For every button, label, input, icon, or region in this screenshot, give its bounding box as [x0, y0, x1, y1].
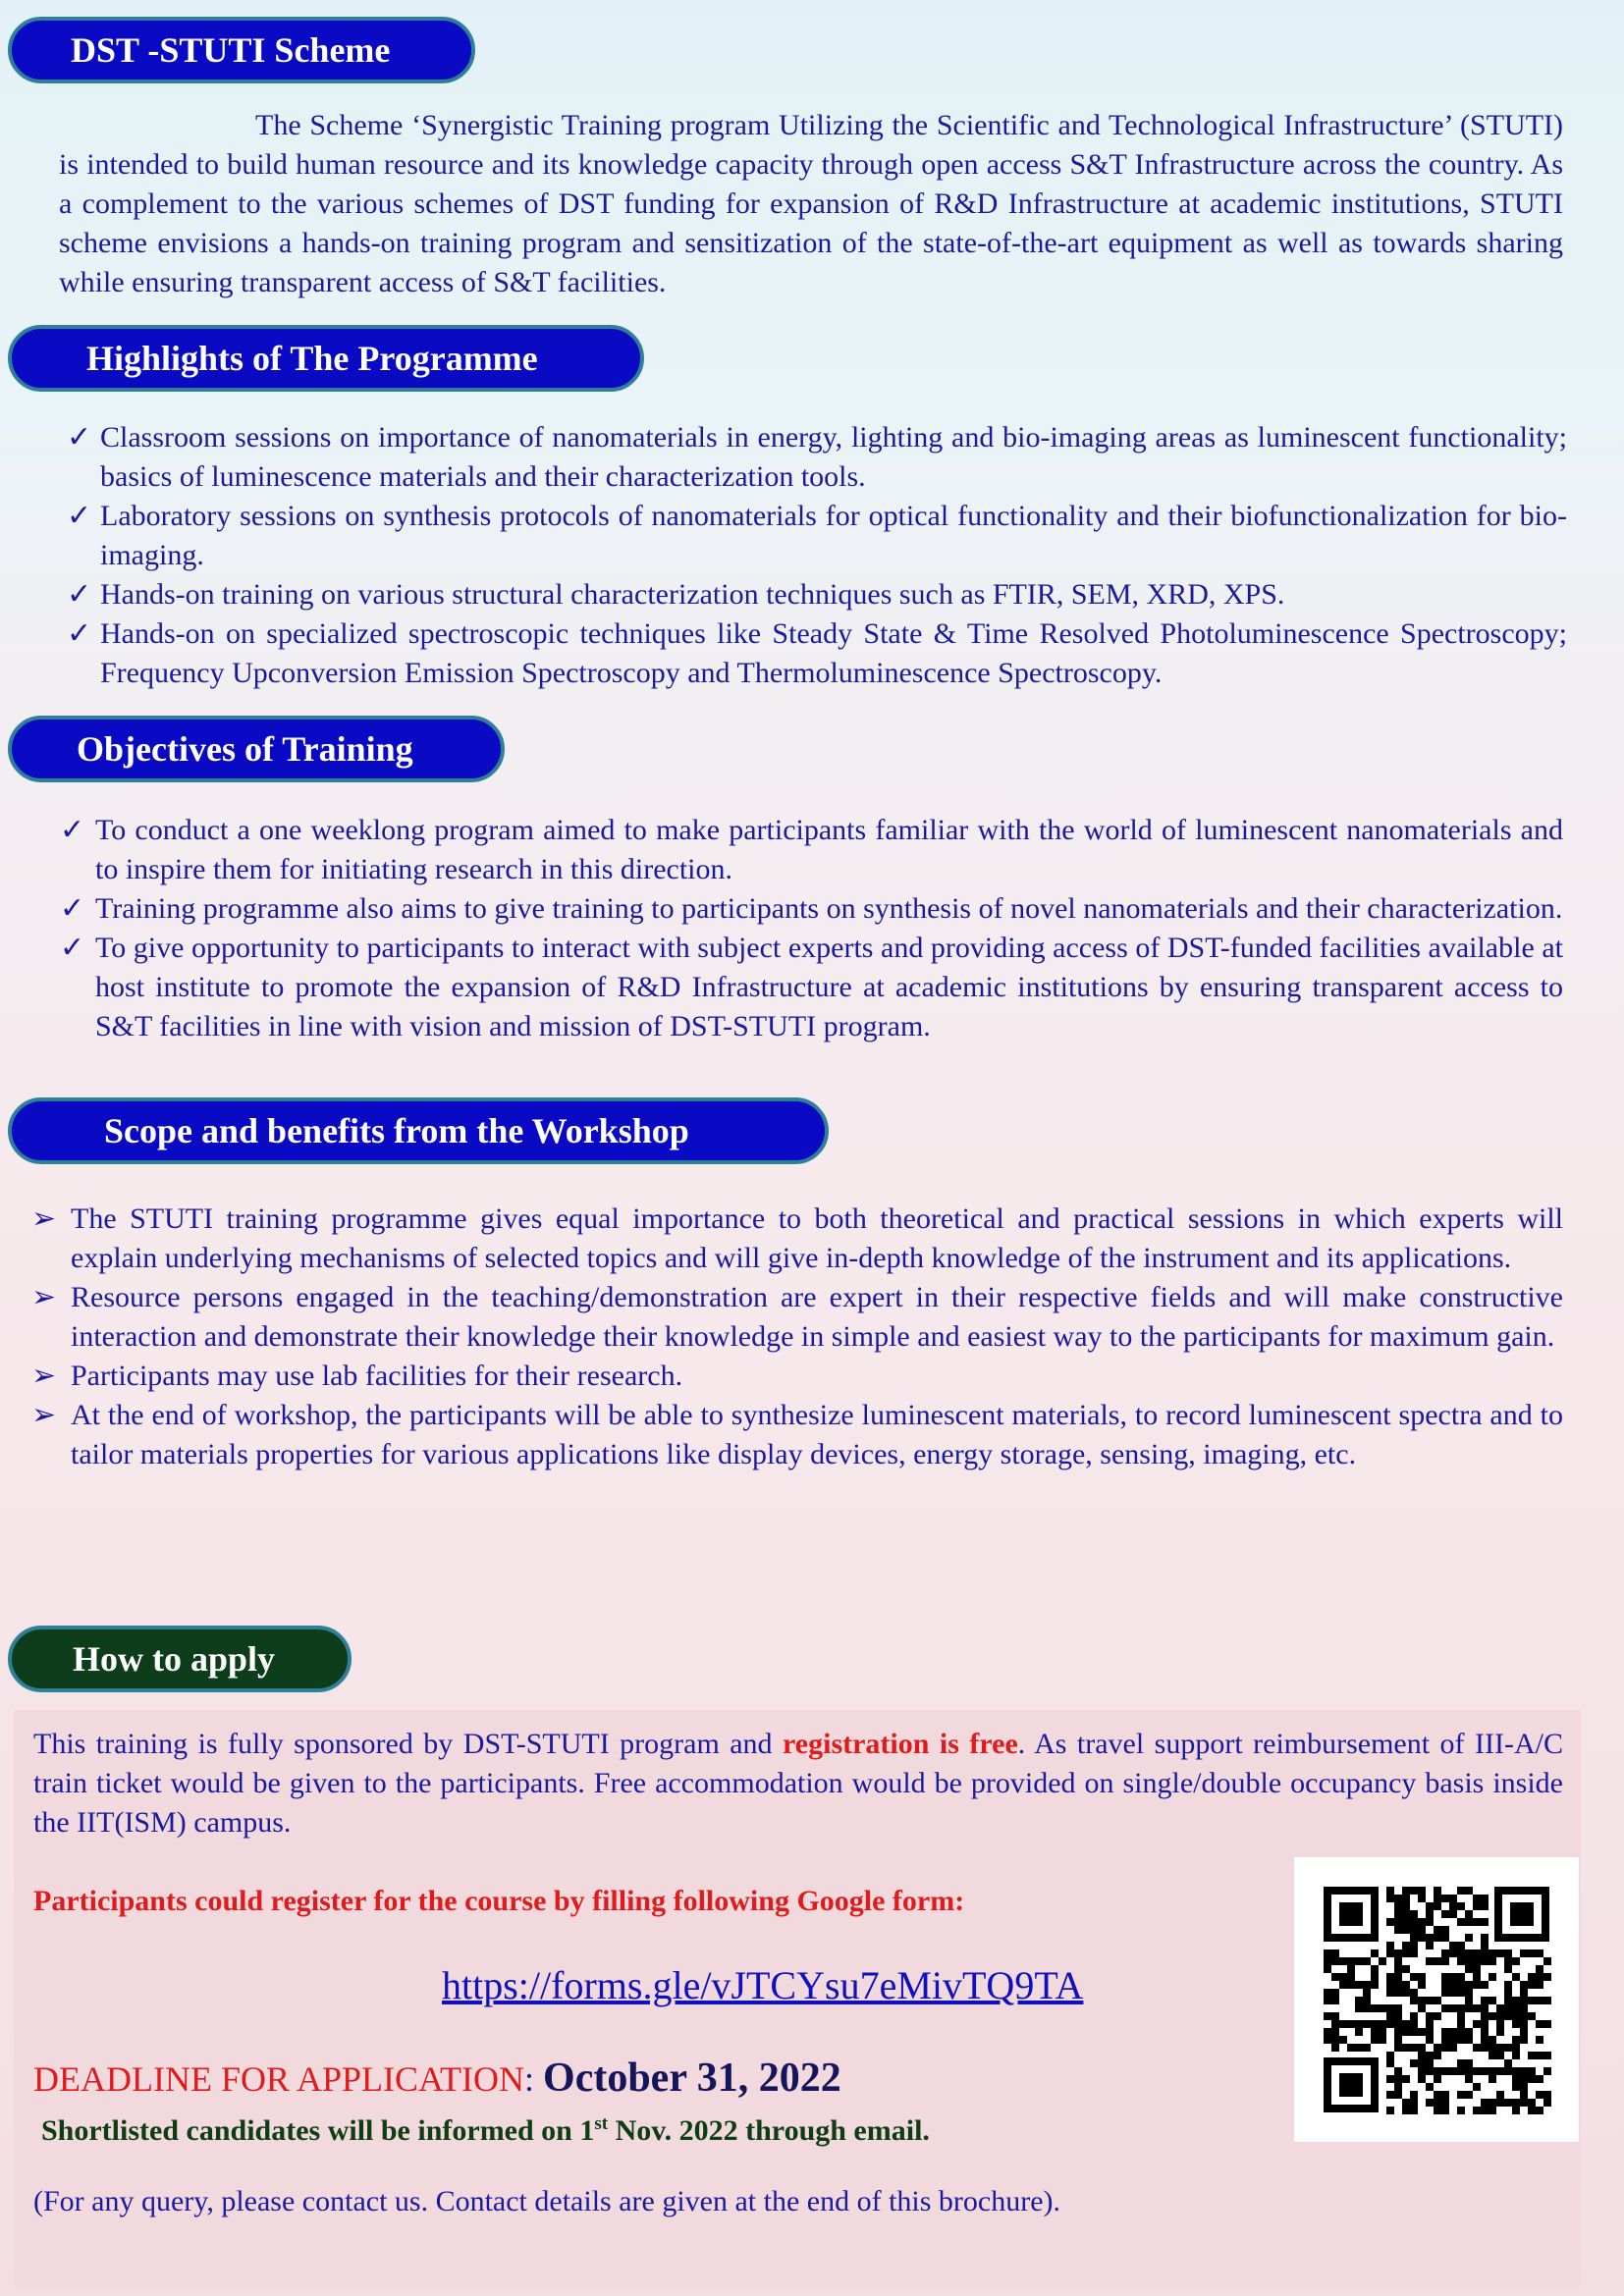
section-title-scope — [8, 1097, 829, 1164]
scope-item: ➢ At the end of workshop, the participants will be able to synthesize luminescent materials, to record luminescent spectra and to tailor materials properties for various applications like display devices, energy storage, sensing, imaging, etc. — [71, 1396, 1563, 1474]
section-title-apply — [8, 1626, 352, 1692]
objectives-list — [60, 811, 1563, 1046]
arrowhead-icon: ➢ — [31, 1281, 57, 1313]
google-form-link[interactable]: https://forms.gle/vJTCYsu7eMivTQ9TA — [442, 1963, 1084, 2007]
checkmark-icon: ✓ — [67, 500, 92, 532]
query-note: (For any query, please contact us. Contact details are given at the end of this brochure). — [33, 2185, 1061, 2217]
highlight-item: ✓ Classroom sessions on importance of nanomaterials in energy, lighting and bio-imaging areas as luminescent functionality; basics of luminescence materials and their characterization tools. — [100, 418, 1567, 497]
deadline-label: DEADLINE FOR APPLICATION — [33, 2059, 525, 2099]
arrowhead-icon: ➢ — [31, 1360, 57, 1392]
highlights-list — [67, 418, 1567, 693]
checkmark-icon: ✓ — [60, 932, 85, 964]
checkmark-icon: ✓ — [67, 578, 92, 611]
arrowhead-icon: ➢ — [31, 1399, 57, 1431]
scheme-text: The Scheme ‘Synergistic Training program Utilizing the Scientific and Technological Infrastructure’ (STUTI) is intended to build human resource and its knowledge capacity through open access S&T Infrastructure across the country. As a complement to the various schemes of DST funding for expansion of R&D Infrastructure at academic institutions, STUTI scheme envisions a hands-on training program and sensitization of the state-of-the-art equipment as well as towards sharing while ensuring transparent access of S&T facilities. — [59, 109, 1563, 298]
deadline-date: October 31, 2022 — [543, 2056, 841, 2101]
qr-code-panel — [1294, 1857, 1579, 2142]
checkmark-icon: ✓ — [67, 617, 92, 650]
checkmark-icon: ✓ — [60, 814, 85, 846]
scope-list — [31, 1200, 1563, 1474]
checkmark-icon: ✓ — [60, 892, 85, 925]
section-title-highlights — [8, 325, 644, 392]
qr-code-icon[interactable] — [1294, 1857, 1579, 2142]
shortlist-note: Shortlisted candidates will be informed on 1st Nov. 2022 through email. — [41, 2113, 930, 2147]
scope-item: ➢ Participants may use lab facilities for their research. — [71, 1357, 1563, 1396]
checkmark-icon: ✓ — [67, 421, 92, 454]
scheme-title-text: DST -STUTI Scheme — [71, 30, 391, 70]
highlight-item: ✓ Hands-on training on various structural characterization techniques such as FTIR, SEM, XRD, XPS. — [100, 575, 1567, 614]
objective-item: ✓ To give opportunity to participants to interact with subject experts and providing access of DST-funded facilities available at host institute to promote the expansion of R&D Infrastructure at academic institutions by ensuring transparent access to S&T facilities in line with vision and mission of DST-STUTI program. — [95, 929, 1563, 1046]
scope-item: ➢ Resource persons engaged in the teaching/demonstration are expert in their respective fields and will make constructive interaction and demonstrate their knowledge their knowledge in simple and easiest way to the participants for maximum gain. — [71, 1278, 1563, 1357]
objectives-title-text: Objectives of Training — [77, 729, 413, 769]
deadline-line: DEADLINE FOR APPLICATION: October 31, 2022 — [33, 2056, 841, 2101]
register-instruction: Participants could register for the course by filling following Google form: — [33, 1885, 965, 1917]
highlight-item: ✓ Laboratory sessions on synthesis protocols of nanomaterials for optical functionality and their biofunctionalization for bio-imaging. — [100, 497, 1567, 575]
highlight-item: ✓ Hands-on on specialized spectroscopic techniques like Steady State & Time Resolved Photoluminescence Spectroscopy; Frequency Upconversion Emission Spectroscopy and Thermoluminescence Spectroscopy. — [100, 614, 1567, 693]
apply-title-text: How to apply — [73, 1639, 276, 1679]
arrowhead-icon: ➢ — [31, 1202, 57, 1235]
objective-item: ✓ Training programme also aims to give training to participants on synthesis of novel nanomaterials and their characterization. — [95, 889, 1563, 929]
scheme-paragraph — [59, 106, 1563, 302]
apply-intro: This training is fully sponsored by DST-STUTI program and registration is free. As travel support reimbursement of III-A/C train ticket would be given to the participants. Free accommodation would be provided on single/double occupancy basis inside the IIT(ISM) campus. — [33, 1728, 1563, 1839]
section-title-objectives — [8, 716, 505, 782]
registration-free-highlight: registration is free — [783, 1728, 1018, 1760]
highlights-title-text: Highlights of The Programme — [86, 339, 538, 378]
scope-title-text: Scope and benefits from the Workshop — [104, 1111, 689, 1150]
scope-item: ➢ The STUTI training programme gives equal importance to both theoretical and practical sessions in which experts will explain underlying mechanisms of selected topics and will give in-depth knowledge of the instrument and its applications. — [71, 1200, 1563, 1278]
objective-item: ✓ To conduct a one weeklong program aimed to make participants familiar with the world of luminescent nanomaterials and to inspire them for initiating research in this direction. — [95, 811, 1563, 889]
section-title-scheme — [8, 17, 475, 83]
